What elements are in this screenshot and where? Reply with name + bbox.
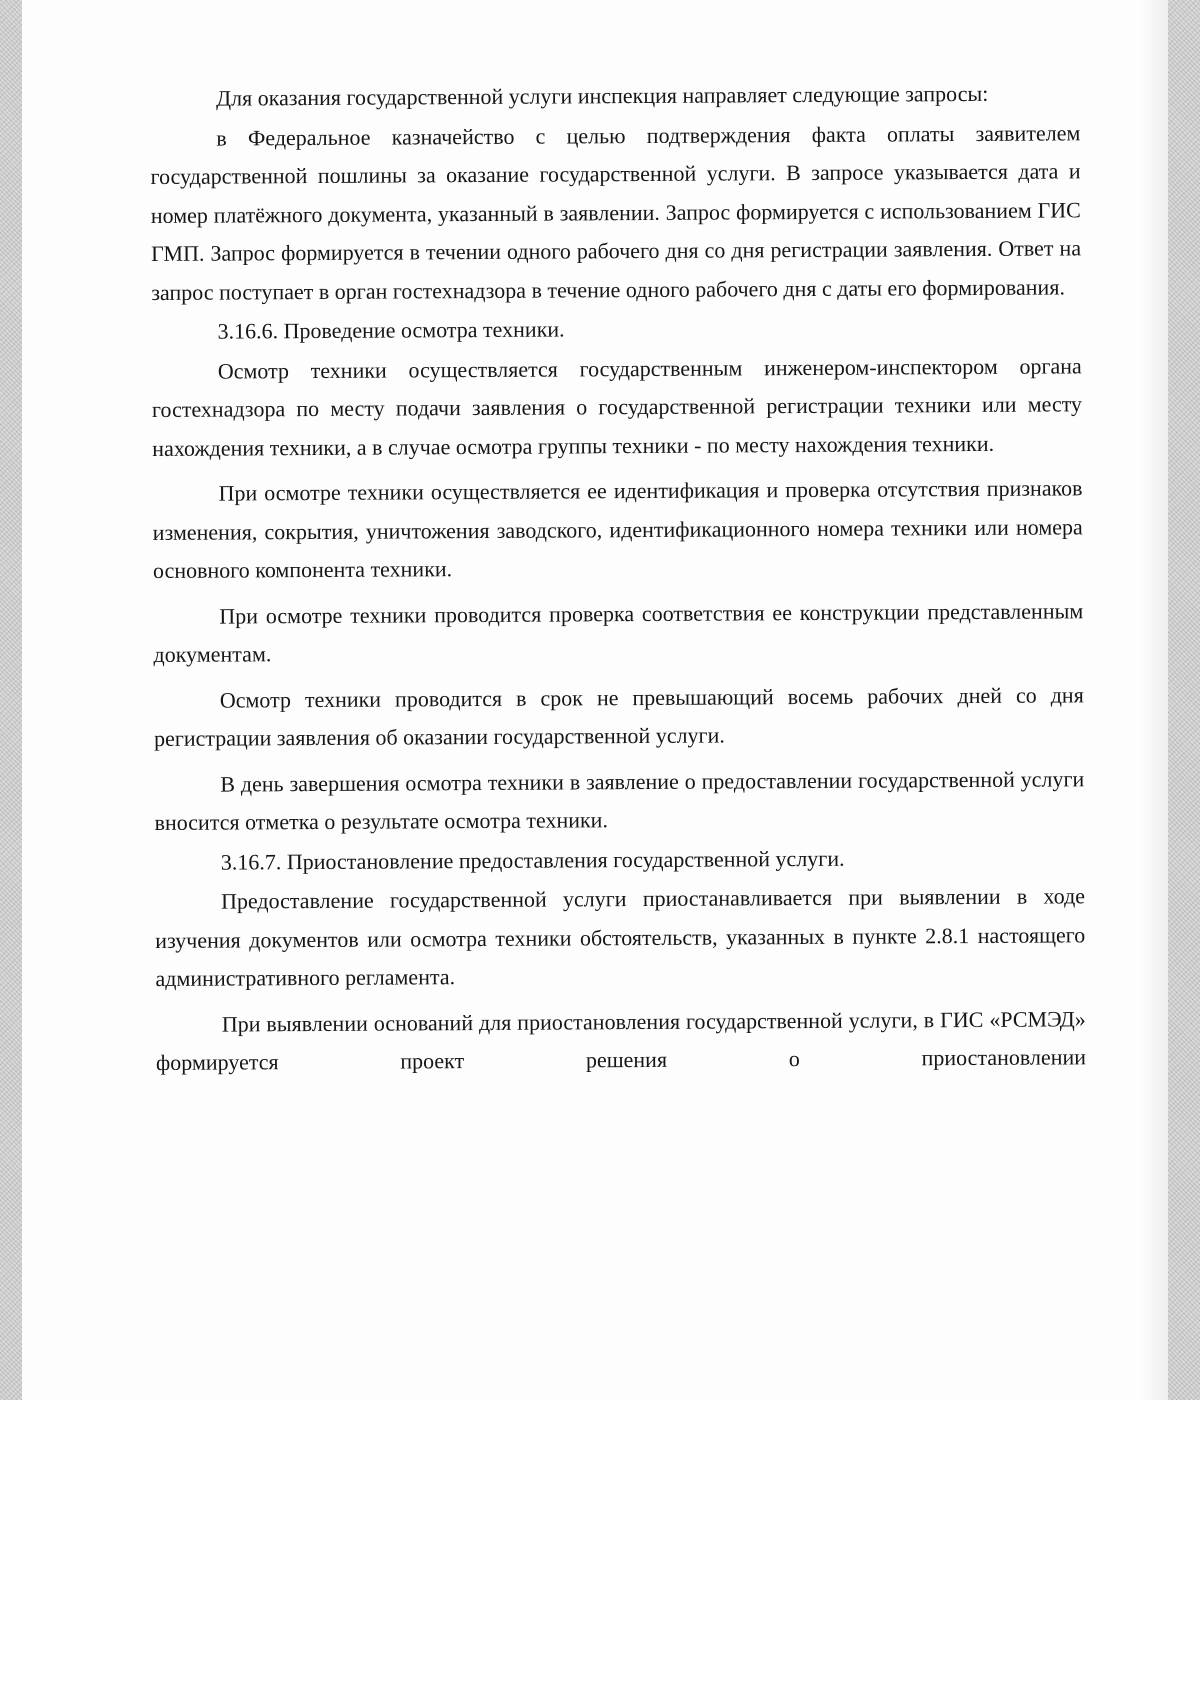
scan-right-edge: [1168, 0, 1200, 1400]
paragraph-treasury-request: в Федеральное казначейство с целью подтверждения факта оплаты заявителем государственной пошлины за оказание государственной услуги. В запросе указывается дата и номер платёжного документа, указанный в заявлении. Запрос формируется с использованием ГИС ГМП. Запрос формируется в течении одного рабочего дня со дня регистрации заявления. Ответ на запрос поступает в орган гостехнадзора в течение одного рабочего дня с даты его формирования.: [150, 119, 1082, 305]
paragraph-suspension: Предоставление государственной услуги приостанавливается при выявлении в ходе изучения документов или осмотра техники обстоятельств, указанных в пункте 2.8.1 настоящего административного регламента.: [155, 883, 1086, 991]
scan-right-shadow: [1140, 0, 1168, 1400]
paragraph-identification: При осмотре техники осуществляется ее идентификация и проверка отсутствия признаков изменения, сокрытия, уничтожения заводского, идентификационного номера техники или номера основного компонента техники.: [152, 475, 1083, 583]
paragraph-suspension-grounds: При выявлении оснований для приостановления государственной услуги, в ГИС «РСМЭД» формируется проект решения о приостановлении: [155, 1005, 1087, 1075]
section-heading-3-16-7: 3.16.7. Приостановление предоставления государственной услуги.: [220, 845, 845, 875]
paragraph-requests-intro: Для оказания государственной услуги инспекция направляет следующие запросы:: [216, 80, 989, 111]
paragraph-inspection-place: Осмотр техники осуществляется государственным инженером-инспектором органа гостехнадзора по месту подачи заявления о государственной регистрации техники или месту нахождения техники, а в случае осмотра группы техники - по месту нахождения техники.: [151, 352, 1083, 461]
scan-left-edge: [0, 0, 22, 1400]
paragraph-inspection-term: Осмотр техники проводится в срок не превышающий восемь рабочих дней со дня регистрации заявления об оказании государственной услуги.: [153, 681, 1084, 751]
document-body: [150, 74, 1086, 1083]
section-heading-3-16-6: 3.16.6. Проведение осмотра техники.: [217, 316, 565, 344]
paragraph-construction-check: При осмотре техники проводится проверка соответствия ее конструкции представленным документам.: [153, 597, 1084, 667]
paragraph-inspection-result: В день завершения осмотра техники в заявление о предоставлении государственной услуги вносится отметка о результате осмотра техники.: [154, 765, 1085, 835]
